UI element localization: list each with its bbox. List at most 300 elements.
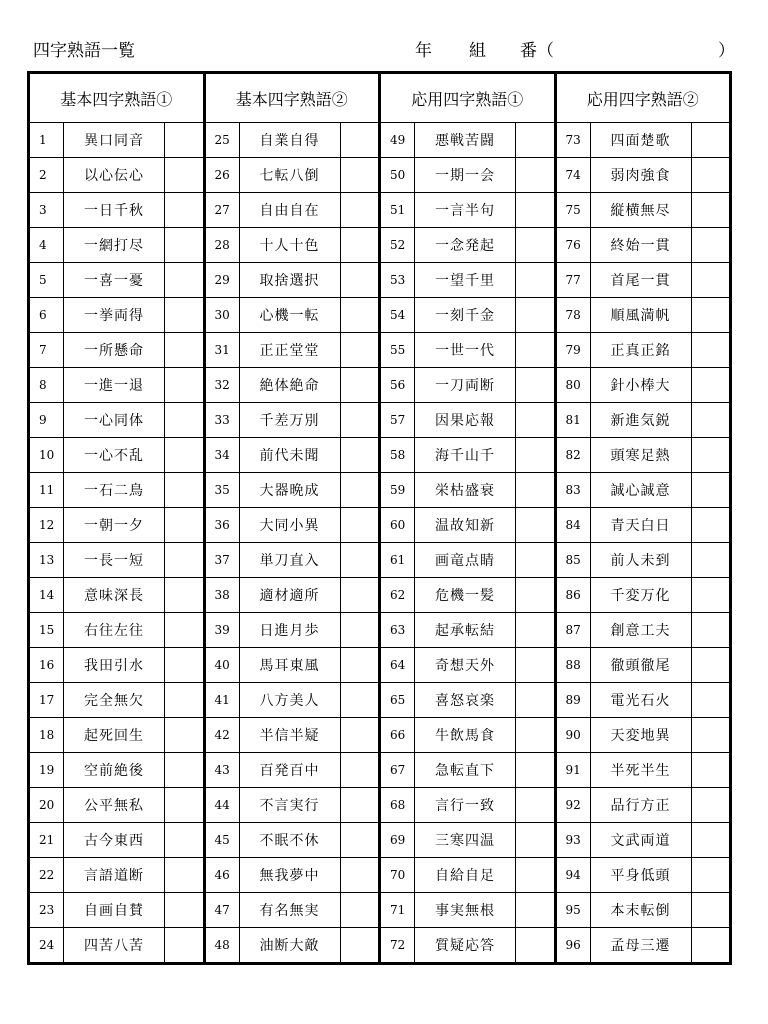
row-number: 5 — [30, 263, 64, 297]
idiom: 終始一貫 — [591, 228, 692, 262]
row-number: 70 — [381, 858, 415, 892]
idiom: 前代未聞 — [240, 438, 341, 472]
idiom: 八方美人 — [240, 683, 341, 717]
check-cell[interactable] — [692, 858, 730, 892]
row-number: 31 — [206, 333, 240, 367]
check-cell[interactable] — [516, 543, 554, 577]
check-cell[interactable] — [692, 613, 730, 647]
check-cell[interactable] — [341, 578, 379, 612]
check-cell[interactable] — [165, 333, 203, 367]
check-cell[interactable] — [165, 473, 203, 507]
check-cell[interactable] — [165, 718, 203, 752]
table-row — [557, 508, 730, 543]
check-cell[interactable] — [165, 928, 203, 962]
table-row — [557, 928, 730, 962]
idiom: 弱肉強食 — [591, 158, 692, 192]
row-number: 86 — [557, 578, 591, 612]
check-cell[interactable] — [341, 648, 379, 682]
table-row — [30, 228, 203, 263]
idiom: 海千山千 — [415, 438, 516, 472]
check-cell[interactable] — [165, 858, 203, 892]
check-cell[interactable] — [692, 928, 730, 962]
check-cell[interactable] — [516, 718, 554, 752]
table-row — [381, 928, 554, 962]
idiom: 頭寒足熱 — [591, 438, 692, 472]
idiom: 一進一退 — [64, 368, 165, 402]
idiom: 質疑応答 — [415, 928, 516, 962]
idiom: 一心同体 — [64, 403, 165, 437]
row-number: 20 — [30, 788, 64, 822]
table-row — [381, 473, 554, 508]
check-cell[interactable] — [692, 508, 730, 542]
table-row — [557, 788, 730, 823]
check-cell[interactable] — [165, 683, 203, 717]
idiom: 奇想天外 — [415, 648, 516, 682]
idiom: 半信半疑 — [240, 718, 341, 752]
idiom: 一網打尽 — [64, 228, 165, 262]
table-row — [206, 543, 379, 578]
idiom: 古今東西 — [64, 823, 165, 857]
row-number: 15 — [30, 613, 64, 647]
idiom: 一長一短 — [64, 543, 165, 577]
section-heading: 応用四字熟語② — [557, 74, 730, 123]
check-cell[interactable] — [516, 368, 554, 402]
idiom: 急転直下 — [415, 753, 516, 787]
check-cell[interactable] — [341, 298, 379, 332]
section-rows — [206, 123, 379, 962]
table-row — [557, 893, 730, 928]
check-cell[interactable] — [165, 193, 203, 227]
table-row — [206, 298, 379, 333]
check-cell[interactable] — [516, 928, 554, 962]
table-row — [381, 158, 554, 193]
idiom: 以心伝心 — [64, 158, 165, 192]
table-row — [206, 333, 379, 368]
table-row — [30, 683, 203, 718]
idiom: 千差万別 — [240, 403, 341, 437]
row-number: 89 — [557, 683, 591, 717]
check-cell[interactable] — [341, 823, 379, 857]
row-number: 48 — [206, 928, 240, 962]
row-number: 95 — [557, 893, 591, 927]
check-cell[interactable] — [165, 788, 203, 822]
table-row — [557, 158, 730, 193]
row-number: 81 — [557, 403, 591, 437]
check-cell[interactable] — [341, 543, 379, 577]
row-number: 17 — [30, 683, 64, 717]
check-cell[interactable] — [516, 578, 554, 612]
row-number: 7 — [30, 333, 64, 367]
check-cell[interactable] — [692, 683, 730, 717]
row-number: 32 — [206, 368, 240, 402]
row-number: 62 — [381, 578, 415, 612]
row-number: 64 — [381, 648, 415, 682]
row-number: 33 — [206, 403, 240, 437]
check-cell[interactable] — [341, 158, 379, 192]
row-number: 29 — [206, 263, 240, 297]
table-row — [30, 193, 203, 228]
check-cell[interactable] — [692, 753, 730, 787]
table-row — [381, 613, 554, 648]
row-number: 73 — [557, 123, 591, 157]
row-number: 45 — [206, 823, 240, 857]
row-number: 50 — [381, 158, 415, 192]
table-row — [557, 648, 730, 683]
table-row — [206, 893, 379, 928]
year-label: 年 — [415, 41, 432, 61]
check-cell[interactable] — [692, 158, 730, 192]
table-row — [30, 263, 203, 298]
check-cell[interactable] — [341, 333, 379, 367]
row-number: 10 — [30, 438, 64, 472]
check-cell[interactable] — [341, 193, 379, 227]
row-number: 28 — [206, 228, 240, 262]
check-cell[interactable] — [165, 298, 203, 332]
idiom: 喜怒哀楽 — [415, 683, 516, 717]
row-number: 18 — [30, 718, 64, 752]
check-cell[interactable] — [516, 508, 554, 542]
check-cell[interactable] — [516, 158, 554, 192]
row-number: 80 — [557, 368, 591, 402]
table-row — [557, 193, 730, 228]
idiom: 千変万化 — [591, 578, 692, 612]
idiom: 新進気鋭 — [591, 403, 692, 437]
check-cell[interactable] — [516, 263, 554, 297]
table-row — [381, 403, 554, 438]
check-cell[interactable] — [692, 438, 730, 472]
idiom: 品行方正 — [591, 788, 692, 822]
section-heading: 基本四字熟語② — [206, 74, 379, 123]
idiom: 危機一髪 — [415, 578, 516, 612]
check-cell[interactable] — [165, 158, 203, 192]
check-cell[interactable] — [165, 403, 203, 437]
idiom: 不言実行 — [240, 788, 341, 822]
row-number: 11 — [30, 473, 64, 507]
check-cell[interactable] — [516, 123, 554, 157]
row-number: 75 — [557, 193, 591, 227]
table-row — [206, 683, 379, 718]
check-cell[interactable] — [516, 858, 554, 892]
table-row — [30, 508, 203, 543]
row-number: 76 — [557, 228, 591, 262]
check-cell[interactable] — [692, 893, 730, 927]
check-cell[interactable] — [692, 473, 730, 507]
table-row — [30, 158, 203, 193]
idiom: 針小棒大 — [591, 368, 692, 402]
row-number: 92 — [557, 788, 591, 822]
check-cell[interactable] — [165, 508, 203, 542]
table-row — [206, 403, 379, 438]
check-cell[interactable] — [341, 403, 379, 437]
idiom: 一世一代 — [415, 333, 516, 367]
idiom: 悪戦苦闘 — [415, 123, 516, 157]
check-cell[interactable] — [165, 263, 203, 297]
table-row — [557, 228, 730, 263]
table-row — [381, 508, 554, 543]
idiom: 単刀直入 — [240, 543, 341, 577]
row-number: 2 — [30, 158, 64, 192]
row-number: 96 — [557, 928, 591, 962]
idiom: 首尾一貫 — [591, 263, 692, 297]
table-row — [557, 333, 730, 368]
table-row — [381, 718, 554, 753]
row-number: 43 — [206, 753, 240, 787]
check-cell[interactable] — [516, 333, 554, 367]
row-number: 63 — [381, 613, 415, 647]
row-number: 61 — [381, 543, 415, 577]
table-row — [557, 263, 730, 298]
check-cell[interactable] — [516, 473, 554, 507]
check-cell[interactable] — [692, 648, 730, 682]
check-cell[interactable] — [692, 578, 730, 612]
row-number: 52 — [381, 228, 415, 262]
idiom: 一所懸命 — [64, 333, 165, 367]
name-blank[interactable] — [560, 36, 710, 56]
check-cell[interactable] — [341, 858, 379, 892]
check-cell[interactable] — [516, 648, 554, 682]
table-row — [30, 718, 203, 753]
row-number: 6 — [30, 298, 64, 332]
check-cell[interactable] — [516, 403, 554, 437]
table-row — [381, 753, 554, 788]
table-row — [206, 718, 379, 753]
idiom: 孟母三遷 — [591, 928, 692, 962]
row-number: 8 — [30, 368, 64, 402]
section-4 — [554, 74, 730, 962]
row-number: 87 — [557, 613, 591, 647]
idiom: 一望千里 — [415, 263, 516, 297]
table-row — [206, 158, 379, 193]
check-cell[interactable] — [165, 648, 203, 682]
table-row — [206, 858, 379, 893]
row-number: 38 — [206, 578, 240, 612]
row-number: 4 — [30, 228, 64, 262]
idiom: 完全無欠 — [64, 683, 165, 717]
row-number: 3 — [30, 193, 64, 227]
idiom: 一刻千金 — [415, 298, 516, 332]
check-cell[interactable] — [692, 263, 730, 297]
row-number: 25 — [206, 123, 240, 157]
table-row — [381, 368, 554, 403]
idiom: 正真正銘 — [591, 333, 692, 367]
check-cell[interactable] — [165, 893, 203, 927]
check-cell[interactable] — [692, 368, 730, 402]
check-cell[interactable] — [165, 578, 203, 612]
idiom: 心機一転 — [240, 298, 341, 332]
check-cell[interactable] — [692, 333, 730, 367]
row-number: 21 — [30, 823, 64, 857]
check-cell[interactable] — [516, 823, 554, 857]
check-cell[interactable] — [341, 263, 379, 297]
row-number: 42 — [206, 718, 240, 752]
check-cell[interactable] — [341, 928, 379, 962]
table-row — [30, 403, 203, 438]
idiom: 一喜一憂 — [64, 263, 165, 297]
check-cell[interactable] — [516, 753, 554, 787]
check-cell[interactable] — [692, 543, 730, 577]
table-row — [30, 823, 203, 858]
row-number: 78 — [557, 298, 591, 332]
idiom: 日進月歩 — [240, 613, 341, 647]
idiom: 馬耳東風 — [240, 648, 341, 682]
check-cell[interactable] — [341, 683, 379, 717]
check-cell[interactable] — [692, 788, 730, 822]
row-number: 77 — [557, 263, 591, 297]
row-number: 19 — [30, 753, 64, 787]
idiom: 誠心誠意 — [591, 473, 692, 507]
idiom: 言行一致 — [415, 788, 516, 822]
check-cell[interactable] — [516, 893, 554, 927]
row-number: 71 — [381, 893, 415, 927]
check-cell[interactable] — [165, 753, 203, 787]
table-row — [557, 578, 730, 613]
idiom: 意味深長 — [64, 578, 165, 612]
table-row — [381, 298, 554, 333]
number-label: 番（ — [520, 41, 554, 61]
idiom: 適材適所 — [240, 578, 341, 612]
idiom: 創意工夫 — [591, 613, 692, 647]
idiom: 平身低頭 — [591, 858, 692, 892]
table-row — [557, 543, 730, 578]
idiom: 七転八倒 — [240, 158, 341, 192]
idiom: 大器晩成 — [240, 473, 341, 507]
row-number: 55 — [381, 333, 415, 367]
check-cell[interactable] — [165, 228, 203, 262]
table-row — [206, 578, 379, 613]
table-row — [30, 368, 203, 403]
check-cell[interactable] — [516, 613, 554, 647]
check-cell[interactable] — [165, 823, 203, 857]
table-row — [557, 683, 730, 718]
idiom: 不眠不休 — [240, 823, 341, 857]
check-cell[interactable] — [341, 788, 379, 822]
row-number: 1 — [30, 123, 64, 157]
idiom: 温故知新 — [415, 508, 516, 542]
idiom: 自給自足 — [415, 858, 516, 892]
check-cell[interactable] — [516, 438, 554, 472]
row-number: 91 — [557, 753, 591, 787]
check-cell[interactable] — [692, 718, 730, 752]
check-cell[interactable] — [165, 613, 203, 647]
check-cell[interactable] — [341, 228, 379, 262]
row-number: 13 — [30, 543, 64, 577]
section-heading: 応用四字熟語① — [381, 74, 554, 123]
idiom: 一石二鳥 — [64, 473, 165, 507]
row-number: 30 — [206, 298, 240, 332]
check-cell[interactable] — [165, 438, 203, 472]
check-cell[interactable] — [341, 753, 379, 787]
class-label: 組 — [469, 41, 486, 61]
check-cell[interactable] — [165, 123, 203, 157]
row-number: 22 — [30, 858, 64, 892]
table-row — [381, 648, 554, 683]
idiom: 自由自在 — [240, 193, 341, 227]
row-number: 53 — [381, 263, 415, 297]
table-row — [30, 858, 203, 893]
idiom: 本末転倒 — [591, 893, 692, 927]
row-number: 44 — [206, 788, 240, 822]
check-cell[interactable] — [516, 788, 554, 822]
table-row — [206, 228, 379, 263]
check-cell[interactable] — [516, 228, 554, 262]
idiom: 四苦八苦 — [64, 928, 165, 962]
check-cell[interactable] — [341, 123, 379, 157]
table-row — [557, 123, 730, 158]
row-number: 41 — [206, 683, 240, 717]
idiom: 絶体絶命 — [240, 368, 341, 402]
check-cell[interactable] — [516, 298, 554, 332]
idiom: 前人未到 — [591, 543, 692, 577]
check-cell[interactable] — [341, 368, 379, 402]
row-number: 90 — [557, 718, 591, 752]
idiom: 言語道断 — [64, 858, 165, 892]
row-number: 14 — [30, 578, 64, 612]
idiom: 順風満帆 — [591, 298, 692, 332]
idiom: 空前絶後 — [64, 753, 165, 787]
idiom: 一期一会 — [415, 158, 516, 192]
check-cell[interactable] — [341, 613, 379, 647]
table-row — [30, 613, 203, 648]
check-cell[interactable] — [692, 298, 730, 332]
check-cell[interactable] — [516, 193, 554, 227]
section-rows — [557, 123, 730, 962]
table-row — [557, 368, 730, 403]
row-number: 84 — [557, 508, 591, 542]
check-cell[interactable] — [165, 543, 203, 577]
idiom: 我田引水 — [64, 648, 165, 682]
row-number: 49 — [381, 123, 415, 157]
row-number: 16 — [30, 648, 64, 682]
table-row — [381, 333, 554, 368]
row-number: 54 — [381, 298, 415, 332]
check-cell[interactable] — [692, 193, 730, 227]
table-row — [557, 403, 730, 438]
row-number: 56 — [381, 368, 415, 402]
table-row — [557, 753, 730, 788]
row-number: 27 — [206, 193, 240, 227]
check-cell[interactable] — [692, 228, 730, 262]
check-cell[interactable] — [341, 508, 379, 542]
check-cell[interactable] — [692, 403, 730, 437]
check-cell[interactable] — [692, 823, 730, 857]
table-row — [381, 788, 554, 823]
check-cell[interactable] — [516, 683, 554, 717]
idiom: 無我夢中 — [240, 858, 341, 892]
table-row — [381, 263, 554, 298]
check-cell[interactable] — [165, 368, 203, 402]
section-1 — [30, 74, 203, 962]
row-number: 93 — [557, 823, 591, 857]
table-row — [557, 858, 730, 893]
idiom: 四面楚歌 — [591, 123, 692, 157]
idiom: 一挙両得 — [64, 298, 165, 332]
check-cell[interactable] — [692, 123, 730, 157]
page-title: 四字熟語一覧 — [33, 41, 135, 61]
close-paren: ） — [718, 41, 735, 61]
check-cell[interactable] — [341, 473, 379, 507]
idiom: 異口同音 — [64, 123, 165, 157]
row-number: 67 — [381, 753, 415, 787]
table-row — [381, 683, 554, 718]
table-row — [206, 368, 379, 403]
idiom: 一刀両断 — [415, 368, 516, 402]
table-row — [557, 298, 730, 333]
check-cell[interactable] — [341, 438, 379, 472]
check-cell[interactable] — [341, 893, 379, 927]
table-row — [30, 543, 203, 578]
check-cell[interactable] — [341, 718, 379, 752]
idiom: 起承転結 — [415, 613, 516, 647]
